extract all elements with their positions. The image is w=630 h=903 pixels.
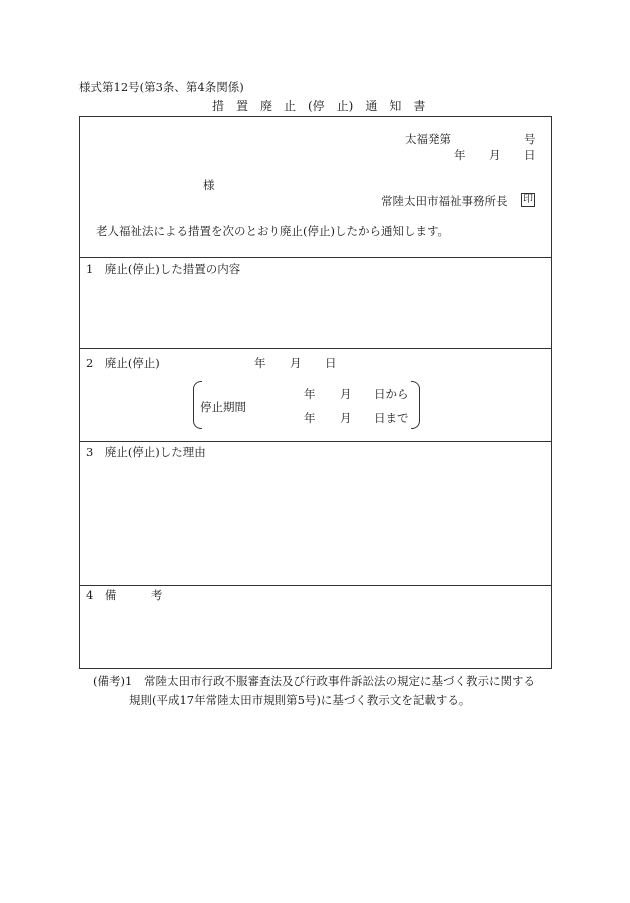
addressee-suffix: 様 (203, 178, 215, 192)
section-3-label: 3 廃止(停止)した理由 (86, 445, 206, 459)
date-month: 月 (489, 148, 501, 162)
remarks-line-2: 規則(平成17年常陸太田市規則第5号)に基づく教示文を記載する。 (129, 693, 471, 707)
document-title: 措 置 廃 止 (停 止) 通 知 書 (212, 99, 426, 113)
remarks-line-1: 常陸太田市行政不服審査法及び行政事件訴訟法の規定に基づく教示に関する (144, 674, 535, 688)
form-number: 様式第12号(第3条、第4条関係) (79, 80, 244, 94)
suspension-period-label: 停止期間 (200, 400, 246, 414)
sender: 常陸太田市福祉事務所長 (381, 194, 508, 208)
to-day: 日まで (374, 411, 409, 425)
divider-2 (79, 348, 552, 349)
from-month: 月 (340, 387, 352, 401)
to-month: 月 (340, 411, 352, 425)
from-day: 日から (374, 387, 409, 401)
divider-4 (79, 585, 552, 586)
body-text: 老人福祉法による措置を次のとおり廃止(停止)したから通知します。 (96, 224, 450, 238)
section-2-day: 日 (325, 356, 337, 370)
date-year: 年 (454, 148, 466, 162)
divider-3 (79, 441, 552, 442)
divider-1 (79, 257, 552, 258)
from-year: 年 (304, 387, 316, 401)
seal-mark: 印 (523, 194, 533, 205)
date-day: 日 (524, 148, 536, 162)
to-year: 年 (304, 411, 316, 425)
doc-number-suffix: 号 (524, 132, 536, 146)
doc-number-prefix: 太福発第 (405, 132, 451, 146)
section-4-label: 4 備 考 (86, 588, 163, 602)
section-2-month: 月 (290, 356, 302, 370)
remarks-prefix: (備考)1 (93, 674, 133, 688)
bracket-right (411, 381, 420, 429)
section-1-label: 1 廃止(停止)した措置の内容 (86, 262, 241, 276)
section-2-label: 2 廃止(停止) (86, 356, 160, 370)
section-2-year: 年 (254, 356, 266, 370)
